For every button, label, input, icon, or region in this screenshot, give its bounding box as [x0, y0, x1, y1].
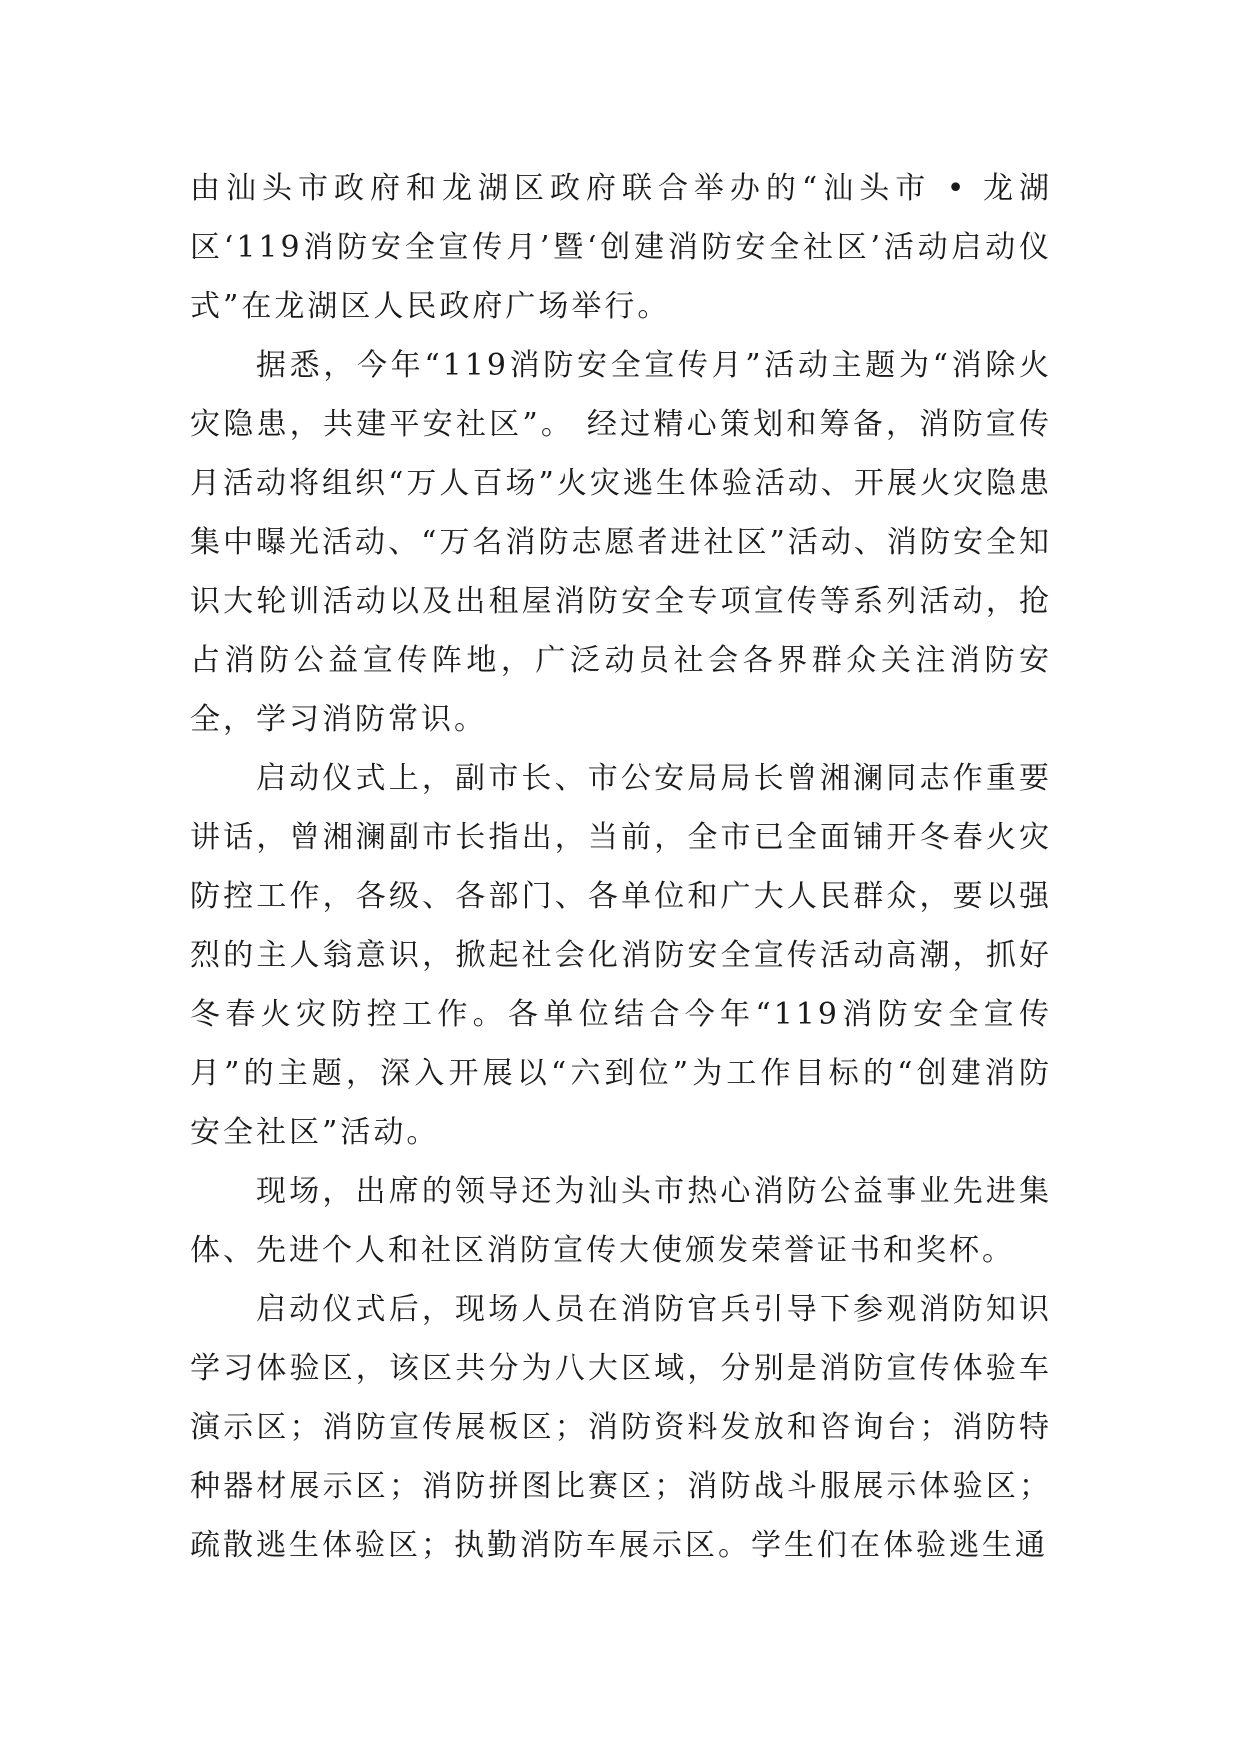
paragraph-1: 由汕头市政府和龙湖区政府联合举办的“汕头市 • 龙湖区‘119消防安全宣传月’暨‘创建消防安全社区’活动启动仪式”在龙湖区人民政府广场举行。 [190, 171, 1052, 324]
paragraph-2: 据悉，今年“119消防安全宣传月”活动主题为“消除火灾隐患，共建平安社区”。 经过精心策划和筹备，消防宣传月活动将组织“万人百场”火灾逃生体验活动、开展火灾隐患集中曝光活动、“万名消防志愿者进社区”活动、消防安全知识大轮训活动以及出租屋消防安全专项宣传等系列活动，抢占消防公益宣传阵地，广泛动员社会各界群众关注消防安全，学习消防常识。 [190, 348, 1052, 737]
document-body [190, 159, 1052, 1575]
paragraph-3: 启动仪式上，副市长、市公安局局长曾湘澜同志作重要讲话，曾湘澜副市长指出，当前，全市已全面铺开冬春火灾防控工作，各级、各部门、各单位和广大人民群众，要以强烈的主人翁意识，掀起社会化消防安全宣传活动高潮，抓好冬春火灾防控工作。各单位结合今年“119消防安全宣传月”的主题，深入开展以“六到位”为工作目标的“创建消防安全社区”活动。 [190, 761, 1052, 1150]
paragraph-5: 启动仪式后，现场人员在消防官兵引导下参观消防知识学习体验区，该区共分为八大区域，分别是消防宣传体验车演示区；消防宣传展板区；消防资料发放和咨询台；消防特种器材展示区；消防拼图比赛区；消防战斗服展示体验区；疏散逃生体验区；执勤消防车展示区。学生们在体验逃生通 [190, 1292, 1052, 1563]
paragraph-4: 现场，出席的领导还为汕头市热心消防公益事业先进集体、先进个人和社区消防宣传大使颁发荣誉证书和奖杯。 [190, 1174, 1052, 1268]
